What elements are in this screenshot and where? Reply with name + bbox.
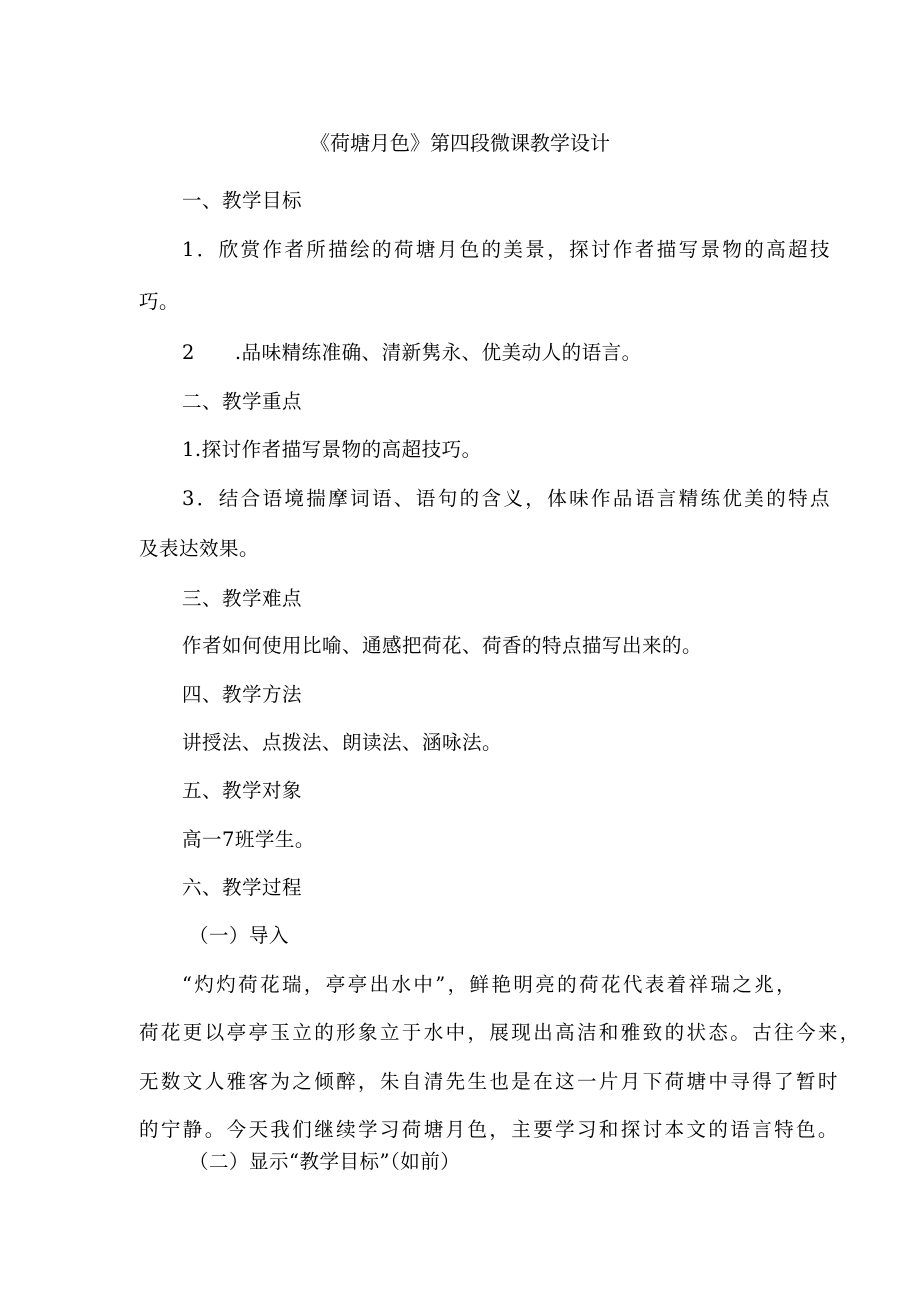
objective-1-line-1: 1．欣赏作者所描绘的荷塘月色的美景，探讨作者描写景物的高超技 [182, 238, 832, 261]
subsection-show-objectives: （二）显示“教学目标”（如前） [189, 1150, 461, 1173]
key-point-3-line-1: 3．结合语境揣摩词语、语句的含义，体味作品语言精练优美的特点 [182, 487, 832, 510]
intro-paragraph-line-1: “灼灼荷花瑞，亭亭出水中”，鲜艳明亮的荷花代表着祥瑞之兆， [182, 973, 799, 996]
key-point-3-line-2: 及表达效果。 [139, 537, 260, 560]
audience-text: 高一7班学生。 [182, 828, 315, 851]
document-title: 《荷塘月色》第四段微课教学设计 [310, 131, 610, 155]
intro-paragraph-line-3: 无数文人雅客为之倾醉，朱自清先生也是在这一片月下荷塘中寻得了暂时 [139, 1070, 840, 1093]
section-heading-difficulties: 三、教学难点 [182, 587, 303, 610]
objective-2: 2 .品味精练准确、清新隽永、优美动人的语言。 [182, 341, 642, 364]
section-heading-key-points: 二、教学重点 [182, 390, 303, 413]
objective-1-line-2: 巧。 [139, 290, 180, 313]
intro-paragraph-line-4: 的宁静。今天我们继续学习荷塘月色，主要学习和探讨本文的语言特色。 [139, 1118, 840, 1141]
section-heading-objectives: 一、教学目标 [182, 189, 303, 212]
section-heading-methods: 四、教学方法 [182, 683, 303, 706]
section-heading-audience: 五、教学对象 [182, 779, 303, 802]
subsection-introduction: （一）导入 [189, 924, 290, 947]
methods-text: 讲授法、点拨法、朗读法、涵咏法。 [182, 731, 503, 754]
key-point-1: 1.探讨作者描写景物的高超技巧。 [182, 438, 482, 461]
section-heading-process: 六、教学过程 [182, 876, 303, 899]
difficulty-text: 作者如何使用比喻、通感把荷花、荷香的特点描写出来的。 [182, 634, 703, 657]
intro-paragraph-line-2: 荷花更以亭亭玉立的形象立于水中，展现出高洁和雅致的状态。古往今来， [139, 1021, 862, 1044]
